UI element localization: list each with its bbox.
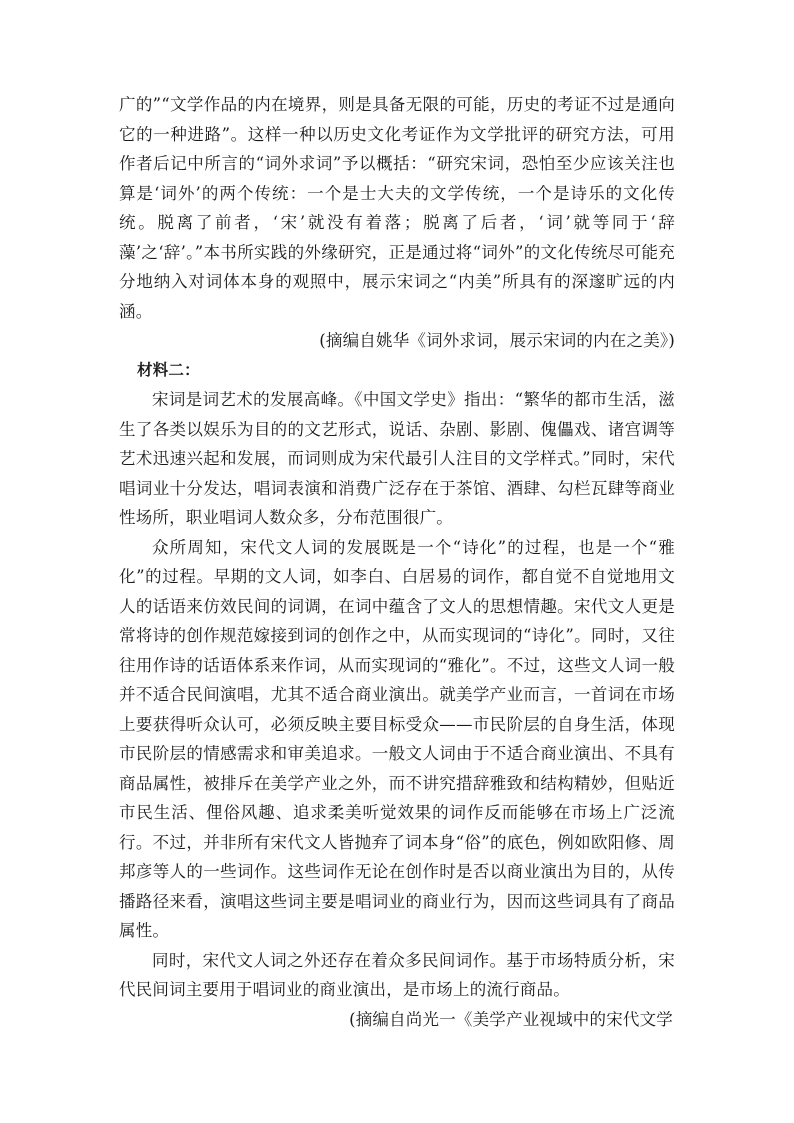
- material2-paragraph-3: 同时，宋代文人词之外还存在着众多民间词作。基于市场特质分析，宋代民间词主要用于唱词业的商业演出，是市场上的流行商品。: [119, 950, 675, 999]
- material2-heading: 材料二：: [137, 360, 200, 379]
- material2-source: (摘编自尚光一《美学产业视域中的宋代文学: [349, 1009, 673, 1029]
- material2-paragraph-2: 众所周知，宋代文人词的发展既是一个“诗化”的过程，也是一个“雅化”的过程。早期的文人词，如李白、白居易的词作，都自觉不自觉地用文人的话语来仿效民间的词调，在词中蕴含了文人的思想情趣。宋代文人更是常将诗的创作规范嫁接到词的创作之中，从而实现词的“诗化”。同时，又往往用作诗的话语体系来作词，从而实现词的“雅化”。不过，这些文人词一般并不适合民间演唱，尤其不适合商业演出。就美学产业而言，一首词在市场上要获得听众认可，必须反映主要目标受众——市民阶层的自身生活，体现市民阶层的情感需求和审美追求。一般文人词由于不适合商业演出、不具有商品属性，被排斥在美学产业之外，而不讲究措辞雅致和结构精妙，但贴近市民生活、俚俗风趣、追求柔美听觉效果的词作反而能够在市场上广泛流行。不过，并非所有宋代文人皆抛弃了词本身“俗”的底色，例如欧阳修、周邦彦等人的一些词作。这些词作无论在创作时是否以商业演出为目的，从传播路径来看，演唱这些词主要是唱词业的商业行为，因而这些词具有了商品属性。: [119, 537, 675, 940]
- material2-paragraph-1: 宋词是词艺术的发展高峰。《中国文学史》指出：“繁华的都市生活，滋生了各类以娱乐为目的的文艺形式，说话、杂剧、影剧、傀儡戏、诸宫调等艺术迅速兴起和发展，而词则成为宋代最引人注目的文学样式。”同时，宋代唱词业十分发达，唱词表演和消费广泛存在于茶馆、酒肆、勾栏瓦肆等商业性场所，职业唱词人数众多，分布范围很广。: [119, 390, 675, 527]
- document-page: [119, 90, 675, 1034]
- material1-continuation-paragraph: 广的”“文学作品的内在境界，则是具备无限的可能，历史的考证不过是通向它的一种进路”。这样一种以历史文化考证作为文学批评的研究方法，可用作者后记中所言的“词外求词”予以概括：“研究宋词，恐怕至少应该关注也算是‘词外’的两个传统：一个是士大夫的文学传统，一个是诗乐的文化传统。脱离了前者，‘宋’就没有着落；脱离了后者，‘词’就等同于‘辞藻’之‘辞’。”本书所实践的外缘研究，正是通过将“词外”的文化传统尽可能充分地纳入对词体本身的观照中，展示宋词之“内美”所具有的深邃旷远的内涵。: [119, 95, 675, 321]
- material1-source: (摘编自姚华《词外求词，展示宋词的内在之美》): [319, 331, 675, 350]
